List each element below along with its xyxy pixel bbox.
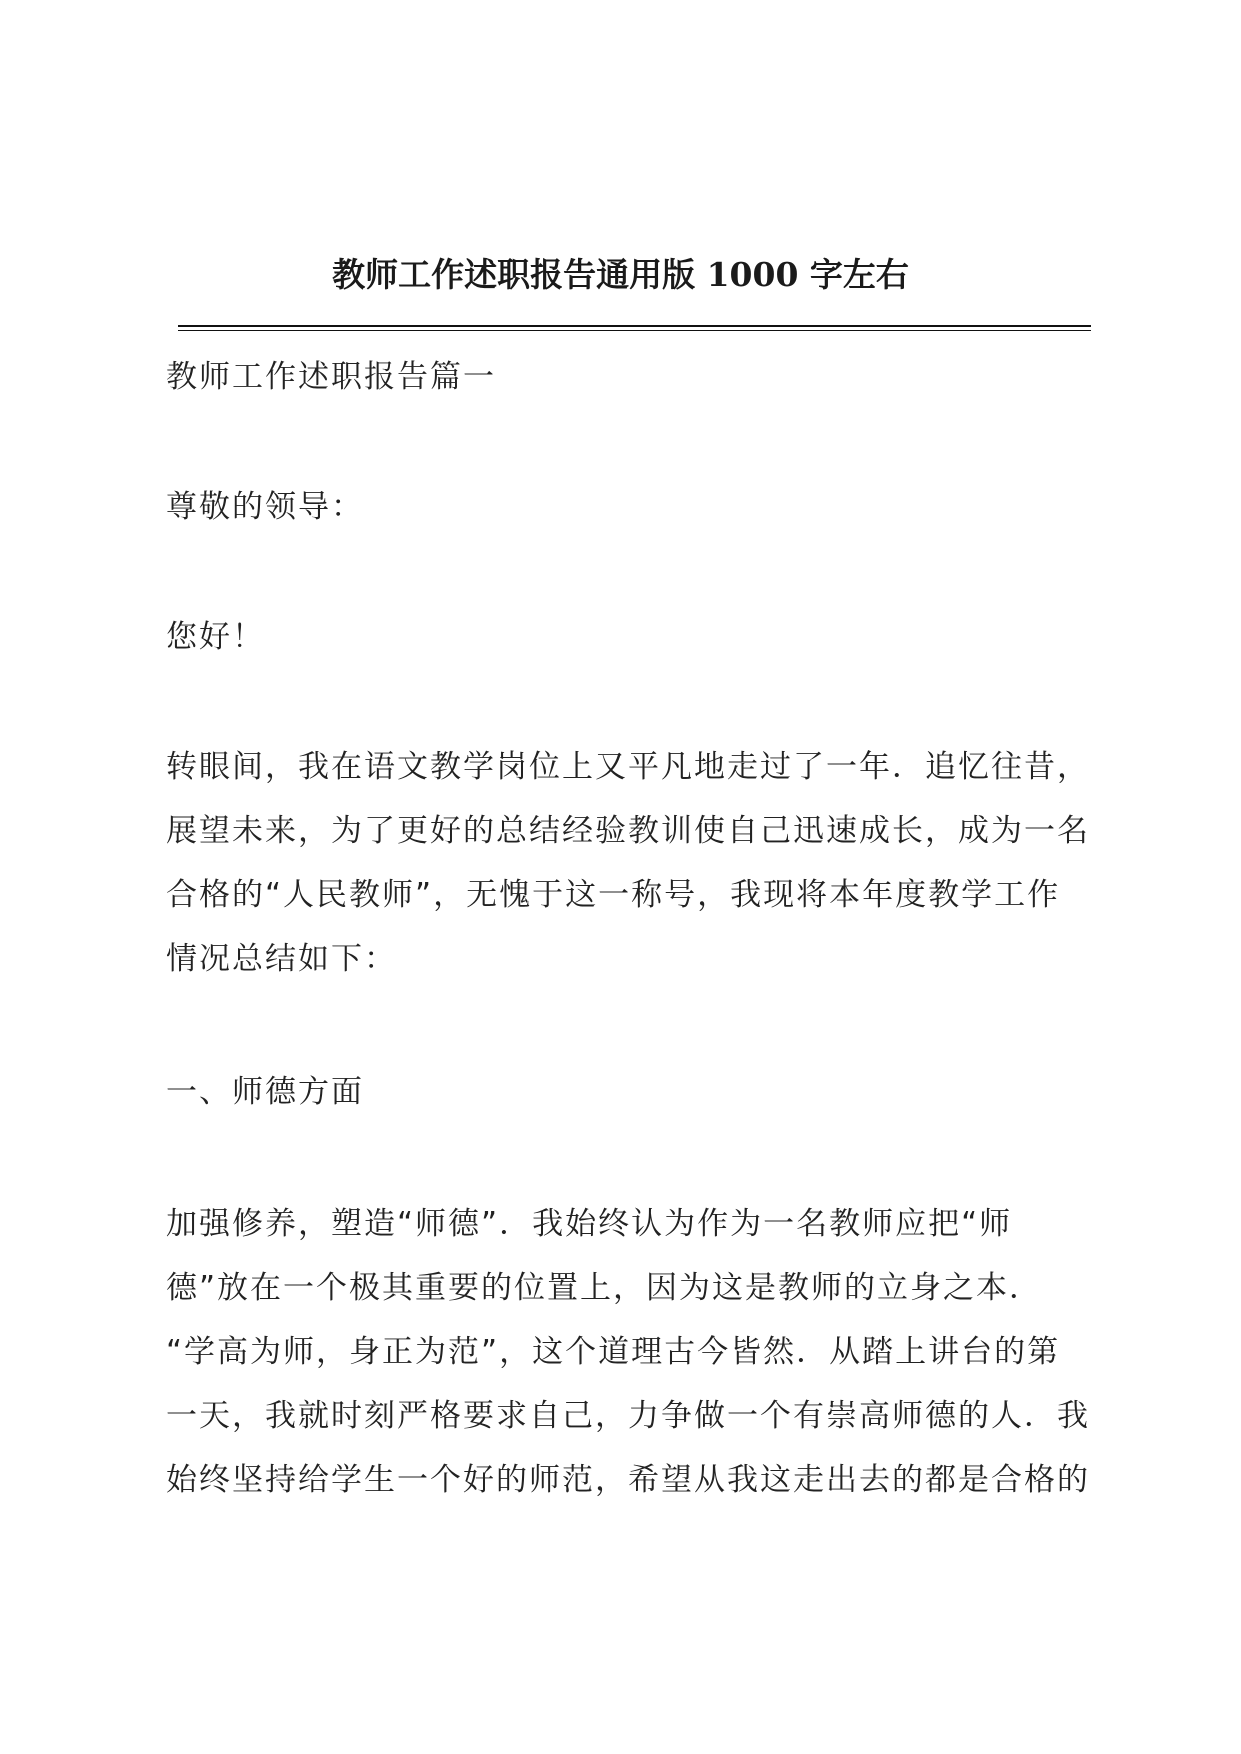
heading-teacher-ethics: 一、师德方面 [166, 1074, 364, 1110]
paragraph-line: 一天，我就时刻严格要求自己，力争做一个有崇高师德的人．我 [166, 1398, 1090, 1434]
document-title: 教师工作述职报告通用版 1000 字左右 [332, 255, 909, 294]
paragraph-line: 加强修养，塑造“师德”．我始终认为作为一名教师应把“师 [166, 1206, 1013, 1242]
paragraph-line: 德”放在一个极其重要的位置上，因为这是教师的立身之本． [166, 1270, 1043, 1306]
paragraph-intro [166, 735, 1096, 991]
title-divider [178, 325, 1091, 331]
paragraph-line: “学高为师，身正为范”，这个道理古今皆然．从踏上讲台的第 [166, 1334, 1061, 1370]
paragraph-line: 转眼间，我在语文教学岗位上又平凡地走过了一年．追忆往昔， [166, 749, 1090, 785]
greeting: 您好！ [166, 619, 265, 655]
salutation: 尊敬的领导： [166, 489, 364, 525]
paragraph-line: 情况总结如下： [166, 941, 397, 977]
paragraph-ethics [166, 1192, 1096, 1512]
paragraph-line: 展望未来，为了更好的总结经验教训使自己迅速成长，成为一名 [166, 813, 1090, 849]
paragraph-line: 合格的“人民教师”，无愧于这一称号，我现将本年度教学工作 [166, 877, 1061, 913]
section-heading: 教师工作述职报告篇一 [166, 359, 496, 395]
paragraph-line: 始终坚持给学生一个好的师范，希望从我这走出去的都是合格的 [166, 1462, 1090, 1498]
